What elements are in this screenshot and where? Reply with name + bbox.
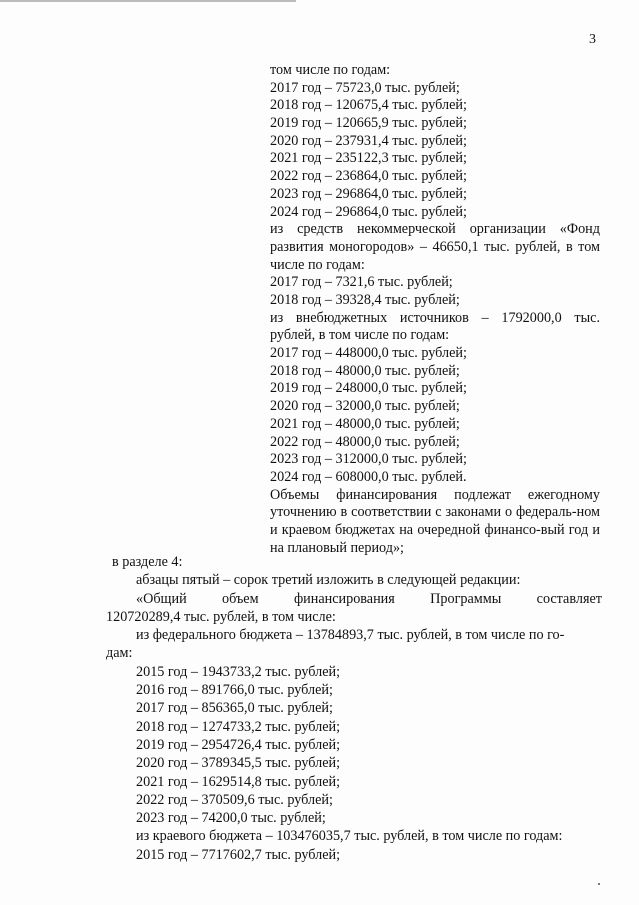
year-line: 2023 год – 74200,0 тыс. рублей; [136, 810, 326, 827]
year-line: 2022 год – 48000,0 тыс. рублей; [270, 433, 460, 450]
offbudget-paragraph: из внебюджетных источников – 1792000,0 тыс. рублей, в том числе по годам: [270, 309, 600, 344]
year-line: 2018 год – 120675,4 тыс. рублей; [270, 97, 467, 114]
year-line: 2015 год – 7717602,7 тыс. рублей; [136, 846, 341, 863]
instruction-line: абзацы пятый – сорок третий изложить в следующей редакции: [136, 572, 521, 589]
year-line: 2017 год – 7321,6 тыс. рублей; [270, 274, 453, 291]
years-list-budget [270, 80, 600, 222]
year-line: 2020 год – 237931,4 тыс. рублей; [270, 132, 467, 149]
total-continuation: 120720289,4 тыс. рублей, в том числе: [106, 608, 336, 625]
section-label: в разделе 4: [112, 554, 183, 570]
year-line: 2022 год – 370509,6 тыс. рублей; [136, 791, 333, 808]
year-line: 2018 год – 1274733,2 тыс. рублей; [136, 718, 341, 735]
total-word: объем [222, 590, 259, 607]
intro-line: том числе по годам: [270, 62, 391, 78]
years-list-fund [270, 274, 600, 309]
years-list-offbudget [270, 345, 600, 487]
year-line: 2017 год – 448000,0 тыс. рублей; [270, 345, 467, 362]
year-line: 2021 год – 235122,3 тыс. рублей; [270, 150, 467, 167]
total-word: «Общий [136, 590, 187, 607]
year-line: 2020 год – 3789345,5 тыс. рублей; [136, 755, 341, 772]
year-line: 2021 год – 1629514,8 тыс. рублей; [136, 773, 341, 790]
year-line: 2019 год – 2954726,4 тыс. рублей; [136, 736, 341, 753]
year-line: 2021 год – 48000,0 тыс. рублей; [270, 415, 460, 432]
years-list-federal [112, 663, 602, 828]
year-line: 2020 год – 32000,0 тыс. рублей; [270, 398, 460, 415]
year-line: 2018 год – 39328,4 тыс. рублей; [270, 291, 460, 308]
year-line: 2018 год – 48000,0 тыс. рублей; [270, 362, 460, 379]
year-line: 2017 год – 856365,0 тыс. рублей; [136, 700, 333, 717]
year-line: 2024 год – 296864,0 тыс. рублей; [270, 203, 467, 220]
federal-line: из федерального бюджета – 13784893,7 тыс. рублей, в том числе по го- [136, 627, 565, 644]
total-word: Программы [430, 590, 502, 607]
scan-speck [598, 883, 600, 885]
total-line [112, 590, 602, 608]
closing-paragraph: Объемы финансирования подлежат ежегодному уточнению в соответствии с законами о федераль-ном и краевом бюджетах на очередной финансо-вый год и на плановый период»; [270, 486, 600, 556]
year-line: 2016 год – 891766,0 тыс. рублей; [136, 682, 333, 699]
year-line: 2023 год – 312000,0 тыс. рублей; [270, 451, 467, 468]
scan-top-edge [0, 0, 296, 2]
years-list-regional [112, 846, 602, 864]
regional-line: из краевого бюджета – 103476035,7 тыс. рублей, в том числе по годам: [136, 828, 563, 845]
year-line: 2015 год – 1943733,2 тыс. рублей; [136, 663, 341, 680]
total-word: составляет [536, 590, 602, 607]
lower-section-block [106, 553, 602, 864]
year-line: 2024 год – 608000,0 тыс. рублей. [270, 468, 467, 485]
year-line: 2017 год – 75723,0 тыс. рублей; [270, 79, 460, 96]
page-number: 3 [589, 32, 596, 47]
total-word: финансирования [293, 590, 395, 607]
year-line: 2023 год – 296864,0 тыс. рублей; [270, 185, 467, 202]
year-line: 2019 год – 120665,9 тыс. рублей; [270, 115, 467, 132]
fund-paragraph: из средств некоммерческой организации «Фонд развития моногородов» – 46650,1 тыс. рублей, в том числе по годам: [270, 221, 600, 273]
year-line: 2022 год – 236864,0 тыс. рублей; [270, 168, 467, 185]
upper-financing-block [270, 62, 600, 557]
federal-line-wrap: дам: [106, 645, 133, 662]
year-line: 2019 год – 248000,0 тыс. рублей; [270, 380, 467, 397]
